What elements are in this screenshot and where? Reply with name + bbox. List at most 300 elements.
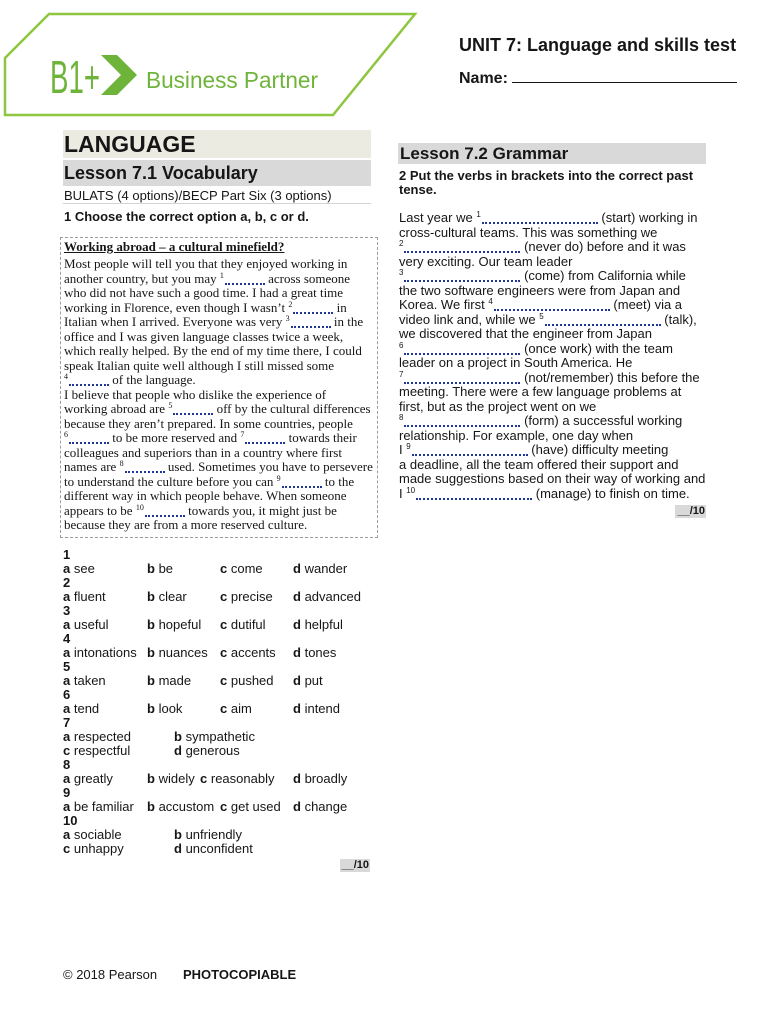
grammar-line (399, 414, 706, 429)
passage-line (64, 272, 377, 287)
option-6-c[interactable] (220, 702, 252, 716)
option-text: made (158, 673, 192, 688)
option-4-b[interactable] (147, 646, 208, 660)
grammar-line (399, 429, 706, 444)
answer-blank[interactable] (282, 486, 322, 488)
option-text: tend (73, 701, 100, 716)
score-box: __/10 (341, 859, 369, 871)
option-9-b[interactable] (147, 800, 214, 814)
option-row (63, 842, 371, 856)
grammar-text: (have) difficulty meeting (527, 442, 669, 457)
passage-text: in the (330, 314, 364, 329)
option-row (63, 828, 371, 842)
passage-line (64, 373, 377, 388)
passage-gap-9[interactable] (277, 474, 322, 489)
option-letter: d (293, 771, 301, 786)
grammar-text: I (399, 442, 407, 457)
gap-number: 7 (399, 369, 404, 379)
option-4-a[interactable] (63, 646, 137, 660)
option-row (63, 744, 371, 758)
option-9-d[interactable] (293, 800, 347, 814)
question-number: 8 (63, 757, 71, 772)
passage-text: across someone (264, 270, 351, 286)
option-letter: c (220, 617, 228, 632)
question-number: 9 (63, 785, 71, 800)
option-text: greatly (73, 771, 113, 786)
gap-number: 9 (276, 473, 281, 483)
option-text: reasonably (210, 771, 275, 786)
option-letter: a (63, 771, 71, 786)
option-2-c[interactable] (220, 590, 273, 604)
passage-line (64, 344, 377, 359)
option-text: come (230, 561, 263, 576)
option-letter: c (220, 701, 228, 716)
option-text: accustom (158, 799, 215, 814)
option-9-a[interactable] (63, 800, 134, 814)
question-number: 10 (63, 813, 78, 828)
option-letter: a (63, 645, 71, 660)
grammar-gap-8[interactable] (399, 413, 520, 428)
grammar-text: (talk), (660, 311, 697, 327)
gap-number: 3 (285, 314, 290, 323)
grammar-text: the two software engineers were from Japan and (399, 282, 681, 298)
option-text: look (158, 701, 183, 716)
lesson-title: Lesson 7.2 Grammar (398, 143, 706, 164)
option-6-b[interactable] (147, 702, 182, 716)
gap-number: 2 (399, 239, 404, 248)
grammar-text: first, but as the project went on we (399, 398, 597, 414)
task-instruction: 1 Choose the correct option a, b, c or d. (64, 209, 309, 224)
question-number: 3 (63, 603, 71, 618)
gap-number: 2 (288, 299, 293, 309)
passage-text: Italian when I arrived. Everyone was very (64, 314, 286, 329)
option-1-a[interactable] (63, 562, 95, 576)
passage-title: Working abroad – a cultural minefield? (64, 239, 285, 254)
passage-text: another country, but you may (64, 270, 220, 286)
passage-line (64, 460, 377, 475)
option-row (63, 562, 371, 576)
grammar-text: video link and, while we (399, 311, 540, 327)
passage-gap-5[interactable] (168, 401, 213, 416)
option-row (63, 772, 371, 786)
option-5-a[interactable] (63, 674, 106, 688)
grammar-line (399, 284, 706, 299)
answer-blank[interactable] (245, 442, 285, 444)
passage-text: because they aren’t prepared. In some countries, people (64, 415, 353, 431)
passage-gap-8[interactable] (120, 459, 165, 474)
option-letter: d (293, 701, 301, 716)
question-number: 6 (63, 687, 71, 702)
gap-number: 4 (64, 372, 68, 381)
name-row (459, 69, 737, 88)
option-8-a[interactable] (63, 772, 113, 786)
passage-text: I believe that people who dislike the experience of (64, 386, 327, 402)
option-letter: b (147, 645, 155, 660)
option-letter: d (293, 799, 301, 814)
footer (63, 967, 363, 983)
passage-line (64, 446, 377, 461)
option-letter: b (147, 673, 155, 688)
answer-blank[interactable] (412, 454, 528, 456)
option-4-d[interactable] (293, 646, 336, 660)
grammar-text: a deadline, all the team offered their support and (399, 456, 679, 472)
option-row (63, 590, 371, 604)
passage-line (64, 504, 377, 519)
question-number: 4 (63, 631, 71, 646)
gap-number: 3 (399, 268, 404, 277)
answer-blank[interactable] (145, 515, 185, 517)
passage-text: office and I was given language classes twice a week, (64, 328, 344, 344)
option-2-d[interactable] (293, 590, 361, 604)
grammar-line (399, 342, 706, 357)
grammar-text: (start) working in (597, 210, 698, 225)
option-letter: b (147, 799, 155, 814)
option-row (63, 646, 371, 660)
passage-text: to understand the culture before you can (64, 473, 277, 489)
option-letter: a (63, 673, 71, 688)
answer-blank[interactable] (494, 309, 610, 311)
passage-text: towards their (285, 430, 357, 445)
answer-blank[interactable] (291, 326, 331, 328)
passage-body (64, 257, 377, 533)
answer-blank[interactable] (69, 442, 109, 444)
option-9-c[interactable] (220, 800, 281, 814)
answer-blank[interactable] (482, 222, 598, 224)
grammar-text: (manage) to finish on time. (532, 485, 690, 501)
grammar-text: very exciting. Our team leader (399, 253, 573, 269)
option-text: nuances (158, 645, 208, 660)
grammar-text: (once work) with the team (520, 340, 673, 356)
answer-blank[interactable] (69, 384, 109, 386)
grammar-line (399, 327, 706, 342)
gap-number: 5 (168, 401, 173, 410)
passage-gap-7[interactable] (240, 430, 285, 445)
grammar-line (399, 400, 706, 415)
option-text: tones (304, 645, 337, 660)
option-letter: c (220, 799, 228, 814)
passage-gap-1[interactable] (220, 271, 265, 286)
option-5-d[interactable] (293, 674, 323, 688)
grammar-text: meeting. There were a few language problems at (399, 384, 682, 399)
option-text: broadly (304, 771, 348, 786)
answer-blank[interactable] (404, 353, 520, 355)
option-8-b[interactable] (147, 772, 195, 786)
grammar-text: cross-cultural teams. This was something we (399, 224, 658, 240)
task-instruction: 2 Put the verbs in brackets into the correct past tense. (399, 168, 694, 197)
option-letter: b (147, 617, 155, 632)
option-text: aim (230, 701, 252, 716)
grammar-line (399, 269, 706, 284)
grammar-text: relationship. For example, one day when (399, 427, 634, 443)
grammar-gap-3[interactable] (399, 268, 520, 283)
passage-text: appears to be (64, 502, 136, 518)
answer-blank[interactable] (404, 280, 520, 282)
answer-blank[interactable] (225, 283, 265, 285)
option-2-b[interactable] (147, 590, 187, 604)
passage-text: towards you, it might just be (184, 502, 337, 518)
grammar-text: we discovered that the engineer from Japan (399, 326, 652, 341)
section-title: LANGUAGE (63, 130, 371, 158)
option-text: unconfident (185, 841, 253, 856)
question-number: 7 (63, 715, 71, 730)
option-letter: b (147, 561, 155, 576)
answer-blank[interactable] (293, 312, 333, 314)
option-7-c[interactable] (63, 744, 130, 758)
option-7-d[interactable] (174, 744, 240, 758)
grammar-text: Korea. We first (399, 297, 489, 312)
option-8-c[interactable] (200, 772, 274, 786)
gap-number: 1 (476, 210, 481, 219)
option-text: hopeful (158, 617, 202, 632)
option-text: see (73, 561, 95, 576)
option-text: pushed (230, 673, 274, 688)
option-letter: b (147, 771, 155, 786)
passage-line (64, 257, 377, 272)
option-letter: a (63, 561, 71, 576)
option-2-a[interactable] (63, 590, 106, 604)
passage-line (64, 518, 377, 533)
option-text: respected (73, 729, 131, 744)
grammar-gap-2[interactable] (399, 239, 520, 254)
option-7-b[interactable] (174, 730, 255, 744)
option-7-a[interactable] (63, 730, 131, 744)
option-letter: a (63, 729, 71, 744)
passage-text: used. Sometimes you have to persevere (164, 459, 373, 474)
gap-number: 6 (64, 430, 68, 439)
passage-gap-3[interactable] (286, 314, 331, 329)
reading-passage (60, 237, 378, 538)
option-6-a[interactable] (63, 702, 99, 716)
grammar-line (399, 458, 706, 473)
option-letter: c (220, 589, 228, 604)
option-text: intend (304, 701, 340, 716)
option-1-c[interactable] (220, 562, 263, 576)
grammar-gap-9[interactable] (406, 442, 527, 457)
option-5-b[interactable] (147, 674, 191, 688)
option-text: get used (230, 799, 281, 814)
grammar-passage (398, 211, 706, 501)
grammar-line (399, 313, 706, 328)
passage-gap-6[interactable] (64, 430, 109, 445)
passage-text: names are (64, 459, 120, 474)
grammar-gap-6[interactable] (399, 341, 520, 356)
options-list (63, 548, 371, 856)
grammar-gap-7[interactable] (399, 370, 520, 385)
grammar-line (399, 487, 706, 502)
gap-number: 6 (399, 340, 404, 350)
option-letter: d (174, 841, 182, 856)
brand-logo (0, 0, 430, 125)
option-letter: d (174, 743, 182, 758)
grammar-text: (not/remember) this before the (520, 369, 700, 385)
answer-blank[interactable] (404, 251, 520, 253)
answer-blank[interactable] (125, 471, 165, 473)
passage-text: which really helped. By the end of my time there, I could (64, 343, 362, 358)
grammar-line (399, 226, 706, 241)
copyright: © 2018 Pearson (63, 967, 158, 982)
passage-line (64, 475, 377, 490)
option-text: unhappy (73, 841, 124, 856)
option-letter: b (147, 701, 155, 716)
answer-blank[interactable] (404, 382, 520, 384)
passage-text: because they are from a more reserved culture. (64, 517, 308, 532)
grammar-line (399, 240, 706, 255)
option-row (63, 674, 371, 688)
unit-title: UNIT 7: Language and skills test (459, 35, 737, 55)
name-label: Name: (459, 70, 508, 87)
passage-text: off by the cultural differences (213, 401, 371, 416)
option-text: change (304, 799, 348, 814)
passage-text: speak Italian quite well although I still missed some (64, 357, 335, 373)
option-text: dutiful (230, 617, 266, 632)
option-row (63, 730, 371, 744)
option-letter: a (63, 799, 71, 814)
passage-text: in (333, 299, 347, 315)
option-3-d[interactable] (293, 618, 343, 632)
passage-text: to be more reserved and (109, 430, 241, 445)
logo-level: B1+ (50, 51, 100, 103)
option-3-c[interactable] (220, 618, 266, 632)
option-text: sociable (73, 827, 122, 842)
option-3-b[interactable] (147, 618, 201, 632)
grammar-gap-4[interactable] (488, 297, 609, 312)
option-letter: a (63, 617, 71, 632)
grammar-gap-5[interactable] (539, 312, 660, 327)
gap-number: 10 (135, 502, 144, 512)
option-letter: b (147, 589, 155, 604)
option-6-d[interactable] (293, 702, 340, 716)
question-number: 5 (63, 659, 71, 674)
option-letter: b (174, 729, 182, 744)
passage-text: of the language. (109, 372, 196, 387)
answer-blank[interactable] (404, 425, 520, 427)
answer-blank[interactable] (173, 413, 213, 415)
answer-blank[interactable] (545, 324, 661, 326)
option-text: taken (73, 673, 106, 688)
option-text: intonations (73, 645, 137, 660)
grammar-line (399, 211, 706, 226)
passage-line (64, 489, 377, 504)
gap-number: 5 (539, 311, 544, 321)
option-letter: c (63, 743, 71, 758)
passage-line (64, 417, 377, 432)
passage-line (64, 330, 377, 345)
grammar-text: (never do) before and it was (520, 239, 686, 254)
passage-line (64, 402, 377, 417)
option-text: widely (158, 771, 195, 786)
option-letter: c (63, 841, 71, 856)
passage-text: colleagues and superiors than in a country where first (64, 444, 342, 460)
gap-number: 1 (219, 270, 224, 280)
grammar-line (399, 371, 706, 386)
passage-text: working abroad are (64, 401, 169, 416)
passage-line (64, 388, 377, 403)
option-10-b[interactable] (174, 828, 242, 842)
grammar-text: I (399, 485, 407, 501)
option-letter: d (293, 589, 301, 604)
gap-number: 9 (406, 442, 411, 451)
option-text: fluent (73, 589, 106, 604)
grammar-line (399, 298, 706, 313)
option-text: respectful (73, 743, 131, 758)
score-box: __/10 (675, 505, 706, 518)
option-letter: a (63, 701, 71, 716)
option-letter: d (293, 561, 301, 576)
option-letter: c (220, 561, 228, 576)
option-text: unfriendly (185, 827, 242, 842)
option-letter: c (220, 673, 228, 688)
passage-text: who did not have such a good time. I had a great time (64, 285, 344, 300)
gap-number: 8 (119, 459, 124, 468)
option-row (63, 702, 371, 716)
option-10-a[interactable] (63, 828, 122, 842)
option-text: be familiar (73, 799, 134, 814)
vocabulary-section-header (63, 130, 371, 224)
option-letter: d (293, 645, 301, 660)
logo-brand: Business Partner (146, 67, 319, 93)
option-text: put (304, 673, 323, 688)
grammar-line (399, 443, 706, 458)
answer-blank[interactable] (416, 498, 532, 500)
gap-number: 8 (399, 413, 404, 422)
passage-line (64, 301, 377, 316)
passage-gap-2[interactable] (288, 300, 333, 315)
passage-text: to the (321, 473, 355, 489)
passage-gap-4[interactable] (64, 372, 109, 387)
option-1-b[interactable] (147, 562, 173, 576)
option-8-d[interactable] (293, 772, 347, 786)
passage-line (64, 431, 377, 446)
grammar-text: leader on a project in South America. He (399, 355, 633, 370)
grammar-text: (come) from California while (520, 268, 686, 283)
grammar-text: (meet) via a (609, 297, 683, 312)
passage-line (64, 286, 377, 301)
option-letter: a (63, 827, 71, 842)
option-text: be (158, 561, 174, 576)
grammar-line (399, 385, 706, 400)
exam-note: BULATS (4 options)/BECP Part Six (3 options) (63, 188, 371, 204)
option-3-a[interactable] (63, 618, 109, 632)
option-row (63, 800, 371, 814)
grammar-text: Last year we (399, 210, 477, 225)
passage-text: Most people will tell you that they enjoyed working in (64, 256, 348, 271)
option-4-c[interactable] (220, 646, 276, 660)
option-text: helpful (304, 617, 343, 632)
passage-line (64, 359, 377, 374)
option-10-d[interactable] (174, 842, 253, 856)
option-letter: c (200, 771, 208, 786)
option-text: advanced (304, 589, 361, 604)
grammar-line (399, 255, 706, 270)
option-letter: a (63, 589, 71, 604)
passage-text: different way in which people behave. When someone (64, 488, 347, 503)
option-10-c[interactable] (63, 842, 124, 856)
passage-text: working in Florence, even though I wasn’t (64, 299, 289, 315)
grammar-text: (form) a successful working (520, 413, 683, 428)
option-text: clear (158, 589, 187, 604)
grammar-gap-1[interactable] (476, 210, 597, 225)
option-text: accents (230, 645, 276, 660)
option-1-d[interactable] (293, 562, 347, 576)
option-text: precise (230, 589, 273, 604)
grammar-gap-10[interactable] (406, 486, 532, 501)
passage-gap-10[interactable] (136, 503, 185, 518)
option-5-c[interactable] (220, 674, 274, 688)
name-field[interactable] (512, 69, 737, 83)
grammar-text: made suggestions based on their way of working and (399, 471, 706, 486)
passage-line (64, 315, 377, 330)
option-text: sympathetic (185, 729, 255, 744)
